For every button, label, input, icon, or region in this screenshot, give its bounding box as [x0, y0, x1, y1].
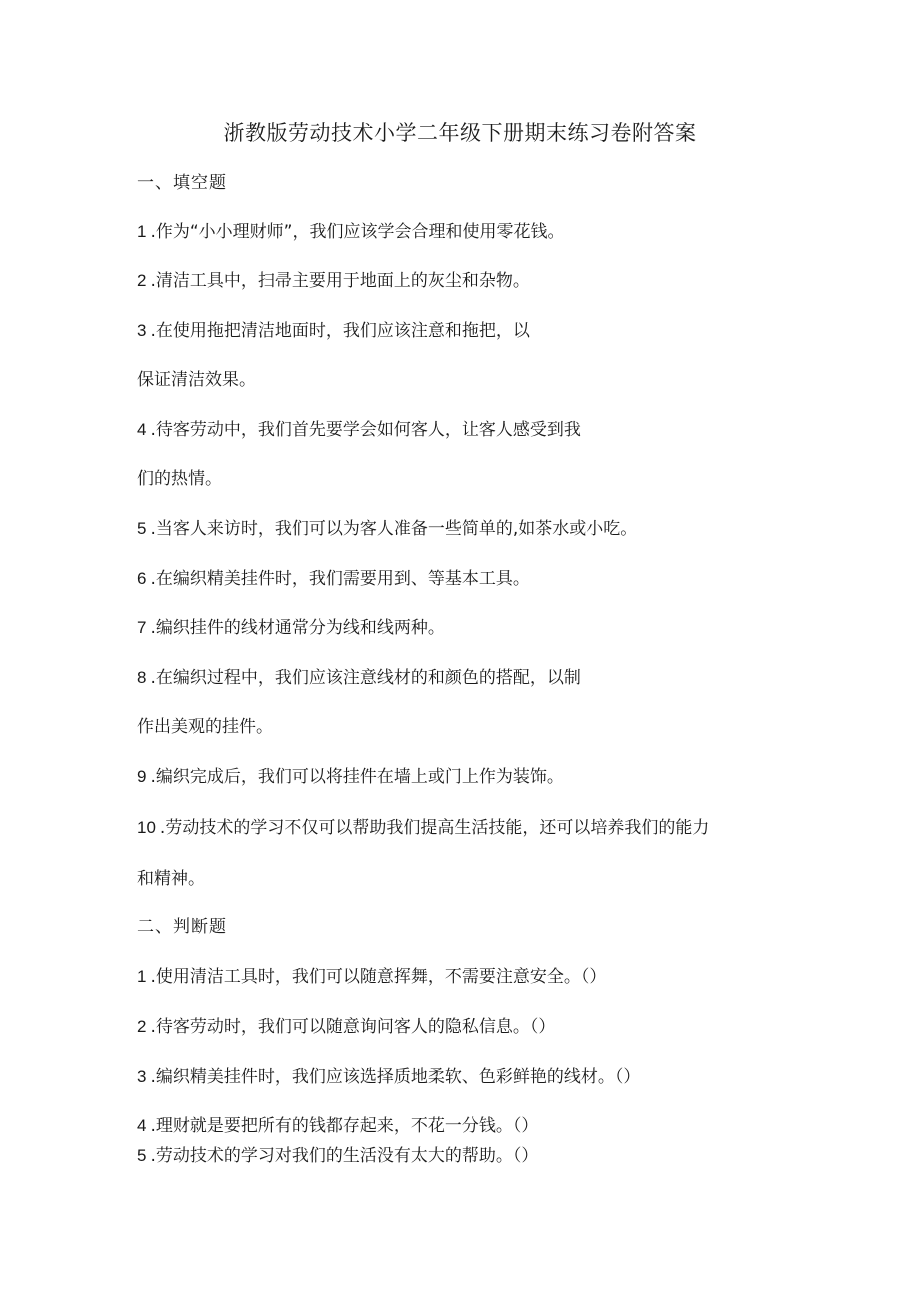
question-line [137, 516, 637, 542]
question-text: .编织挂件的线材通常分为线和线两种。 [150, 618, 445, 638]
question-number: 6 [137, 569, 147, 588]
question-text: .编织精美挂件时，我们应该选择质地柔软、色彩鲜艳的线材。（） [150, 1067, 641, 1087]
question-text: .劳动技术的学习不仅可以帮助我们提高生活技能，还可以培养我们的能力 [159, 818, 710, 838]
document-title: 浙教版劳动技术小学二年级下册期末练习卷附答案 [223, 121, 697, 145]
question-text: .编织完成后，我们可以将挂件在墙上或门上作为装饰。 [150, 767, 564, 787]
question-number: 5 [137, 519, 147, 538]
question-line [137, 1113, 538, 1139]
question-number: 8 [137, 668, 147, 687]
question-number: 9 [137, 767, 147, 786]
question-number: 3 [137, 321, 147, 340]
question-line [137, 417, 581, 443]
question-text: .当客人来访时，我们可以为客人准备一些简单的,如茶水或小吃。 [150, 519, 638, 539]
question-line [137, 815, 709, 841]
question-number: 1 [137, 967, 147, 986]
question-text: .在使用拖把清洁地面时，我们应该注意和拖把，以 [150, 321, 530, 341]
question-text: .使用清洁工具时，我们可以随意挥舞，不需要注意安全。（） [150, 967, 607, 987]
question-line [137, 764, 564, 790]
question-text: .作为“小小理财师”，我们应该学会合理和使用零花钱。 [150, 222, 565, 242]
question-number: 4 [137, 420, 147, 439]
question-number: 5 [137, 1146, 147, 1165]
question-text: .清洁工具中，扫帚主要用于地面上的灰尘和杂物。 [150, 271, 530, 291]
question-continuation: 和精神。 [137, 869, 205, 889]
question-number: 2 [137, 271, 147, 290]
question-text: .待客劳动时，我们可以随意询问客人的隐私信息。（） [150, 1017, 556, 1037]
question-line [137, 318, 530, 344]
question-line [137, 615, 445, 641]
question-line [137, 665, 581, 691]
question-number: 4 [137, 1116, 147, 1135]
question-number: 2 [137, 1017, 147, 1036]
question-number: 7 [137, 618, 147, 637]
question-number: 1 [137, 222, 147, 241]
question-line [137, 1064, 640, 1090]
question-line [137, 268, 530, 294]
question-line [137, 1014, 555, 1040]
question-text: .理财就是要把所有的钱都存起来，不花一分钱。（） [150, 1116, 539, 1136]
question-line [137, 964, 606, 990]
question-continuation: 保证清洁效果。 [137, 370, 256, 390]
section-heading-fill-in: 一、填空题 [137, 173, 227, 193]
question-line [137, 566, 530, 592]
question-continuation: 作出美观的挂件。 [137, 717, 273, 737]
question-line [137, 1143, 538, 1169]
question-number: 3 [137, 1067, 147, 1086]
section-heading-true-false: 二、判断题 [137, 917, 227, 937]
question-text: .在编织精美挂件时，我们需要用到、等基本工具。 [150, 569, 530, 589]
question-number: 10 [137, 818, 156, 837]
question-text: .待客劳动中，我们首先要学会如何客人，让客人感受到我 [150, 420, 581, 440]
question-continuation: 们的热情。 [137, 469, 222, 489]
question-line [137, 219, 565, 245]
question-text: .在编织过程中，我们应该注意线材的和颜色的搭配，以制 [150, 668, 581, 688]
question-text: .劳动技术的学习对我们的生活没有太大的帮助。（） [150, 1146, 539, 1166]
